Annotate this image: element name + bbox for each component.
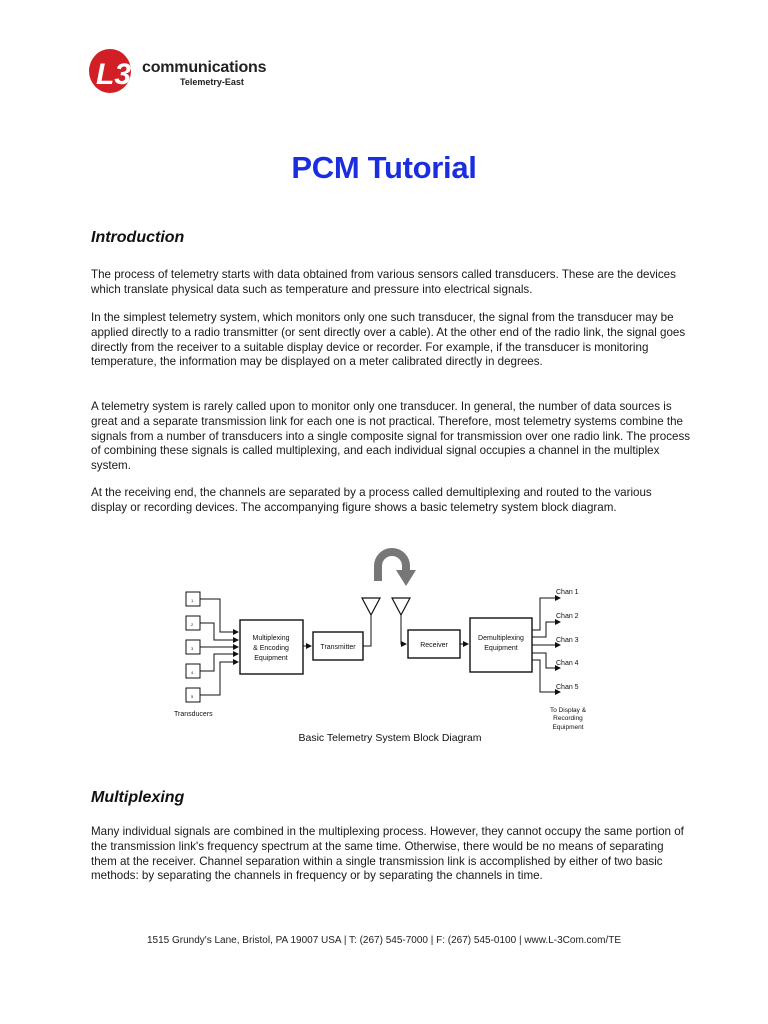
page-footer: 1515 Grundy's Lane, Bristol, PA 19007 USA | T: (267) 545-7000 | F: (267) 545-0100 | www.L-3Com.com/TE [146,935,622,946]
transducer-mark-5: 5 [191,694,194,699]
transducers-label: Transducers [174,711,213,718]
logo-division: Telemetry-East [180,77,244,87]
transmitter-label: Transmitter [320,644,356,651]
receiver-label: Receiver [420,642,448,649]
transducer-mark-4: 4 [191,670,194,675]
intro-paragraph-3: A telemetry system is rarely called upon to monitor only one transducer. In general, the number of data sources is great and a separate transmission link for each one is not practical. Therefore, most telemetry systems combine the signals from a number of transducers into a single composite signal for transmission over one radio link. The process of combining these signals is called multiplexing, and each individual signal occupies a channel in the multiplex system. [91,400,691,473]
transmitter-feed [363,615,371,646]
radio-link-arrow-icon [378,552,416,586]
svg-text:L3: L3 [96,58,132,91]
company-logo [88,48,288,98]
output-label-line2: Recording [553,715,583,722]
output-label-line1: To Display & [549,707,587,714]
demux-label-line2: Equipment [484,645,518,652]
demux-label-line1: Demultiplexing [478,635,524,642]
transducer-mark-2: 2 [191,622,194,627]
chan-3-label: Chan 3 [556,637,579,644]
transducer-links [200,599,238,695]
telemetry-block-diagram [170,548,610,748]
chan-2-label: Chan 2 [556,613,579,620]
intro-paragraph-4: At the receiving end, the channels are separated by a process called demultiplexing and routed to the various display or recording devices. The accompanying figure shows a basic telemetry system block diagram. [91,486,652,514]
receive-antenna-icon [392,598,410,615]
transducer-mark-3: 3 [191,646,194,651]
intro-paragraph-2: In the simplest telemetry system, which monitors only one such transducer, the signal from the transducer may be applied directly to a radio transmitter (or sent directly over a cable). At the other end of the radio link, the signal goes directly from the receiver to a suitable display device or recorder. For example, if the transducer is monitoring temperature, the information may be displayed on a meter calibrated directly in degrees. [91,311,686,369]
logo-wordmark: communications [142,59,267,76]
chan-5-label: Chan 5 [556,684,579,691]
transducer-boxes [186,592,200,702]
l3-logo-mark [88,48,140,100]
page-title: PCM Tutorial [291,150,477,185]
section-heading-introduction: Introduction [91,229,185,246]
transducer-mark-1: 1 [191,598,194,603]
block-diagram-svg [170,548,610,748]
multiplexing-paragraph-1: Many individual signals are combined in the multiplexing process. However, they cannot occupy the same portion of the transmission link's frequency spectrum at the same time. Otherwise, there would be no means of separating them at the receiver. Channel separation within a single transmission link is accomplished by either of two basic methods: by separating the channels in frequency or by separating the channels in time. [91,825,684,883]
chan-1-label: Chan 1 [556,589,579,596]
mux-label-line2: & Encoding [253,645,289,652]
intro-paragraph-1: The process of telemetry starts with data obtained from various sensors called transducers. These are the devices which translate physical data such as temperature and pressure into electrical signals. [91,268,676,296]
mux-label-line3: Equipment [254,655,288,662]
output-label-line3: Equipment [552,724,584,731]
chan-4-label: Chan 4 [556,660,579,667]
section-heading-multiplexing: Multiplexing [91,789,185,806]
transmit-antenna-icon [362,598,380,615]
diagram-caption: Basic Telemetry System Block Diagram [298,732,482,744]
mux-label-line1: Multiplexing [252,635,290,642]
